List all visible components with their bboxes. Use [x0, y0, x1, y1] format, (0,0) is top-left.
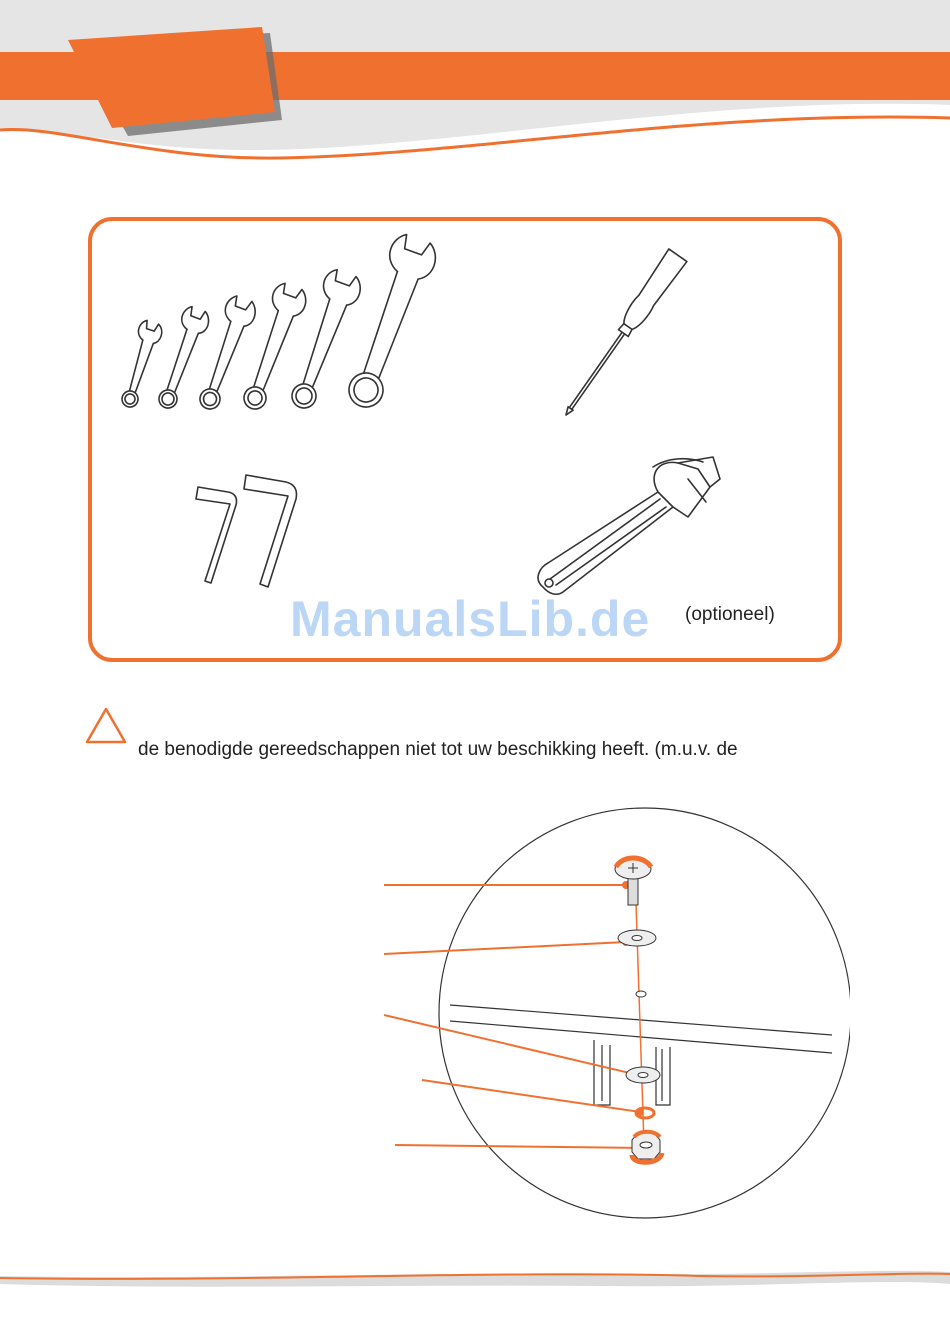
nut-icon — [632, 1132, 662, 1163]
adjustable-wrench-icon — [538, 457, 720, 594]
watermark: ManualsLib.de — [290, 591, 651, 647]
header-band — [0, 0, 950, 170]
hex-key-icon — [196, 475, 297, 587]
warning-text: de benodigde gereedschappen niet tot uw beschikking heeft. (m.u.v. de — [138, 739, 738, 760]
assembly-detail — [370, 805, 850, 1225]
washer-icon — [626, 1067, 660, 1083]
warning-triangle-icon — [84, 706, 128, 746]
footer-band — [0, 1262, 950, 1344]
wrench-icon — [115, 231, 441, 414]
screwdriver-icon — [557, 249, 687, 421]
optional-label: (optioneel) — [685, 604, 775, 625]
